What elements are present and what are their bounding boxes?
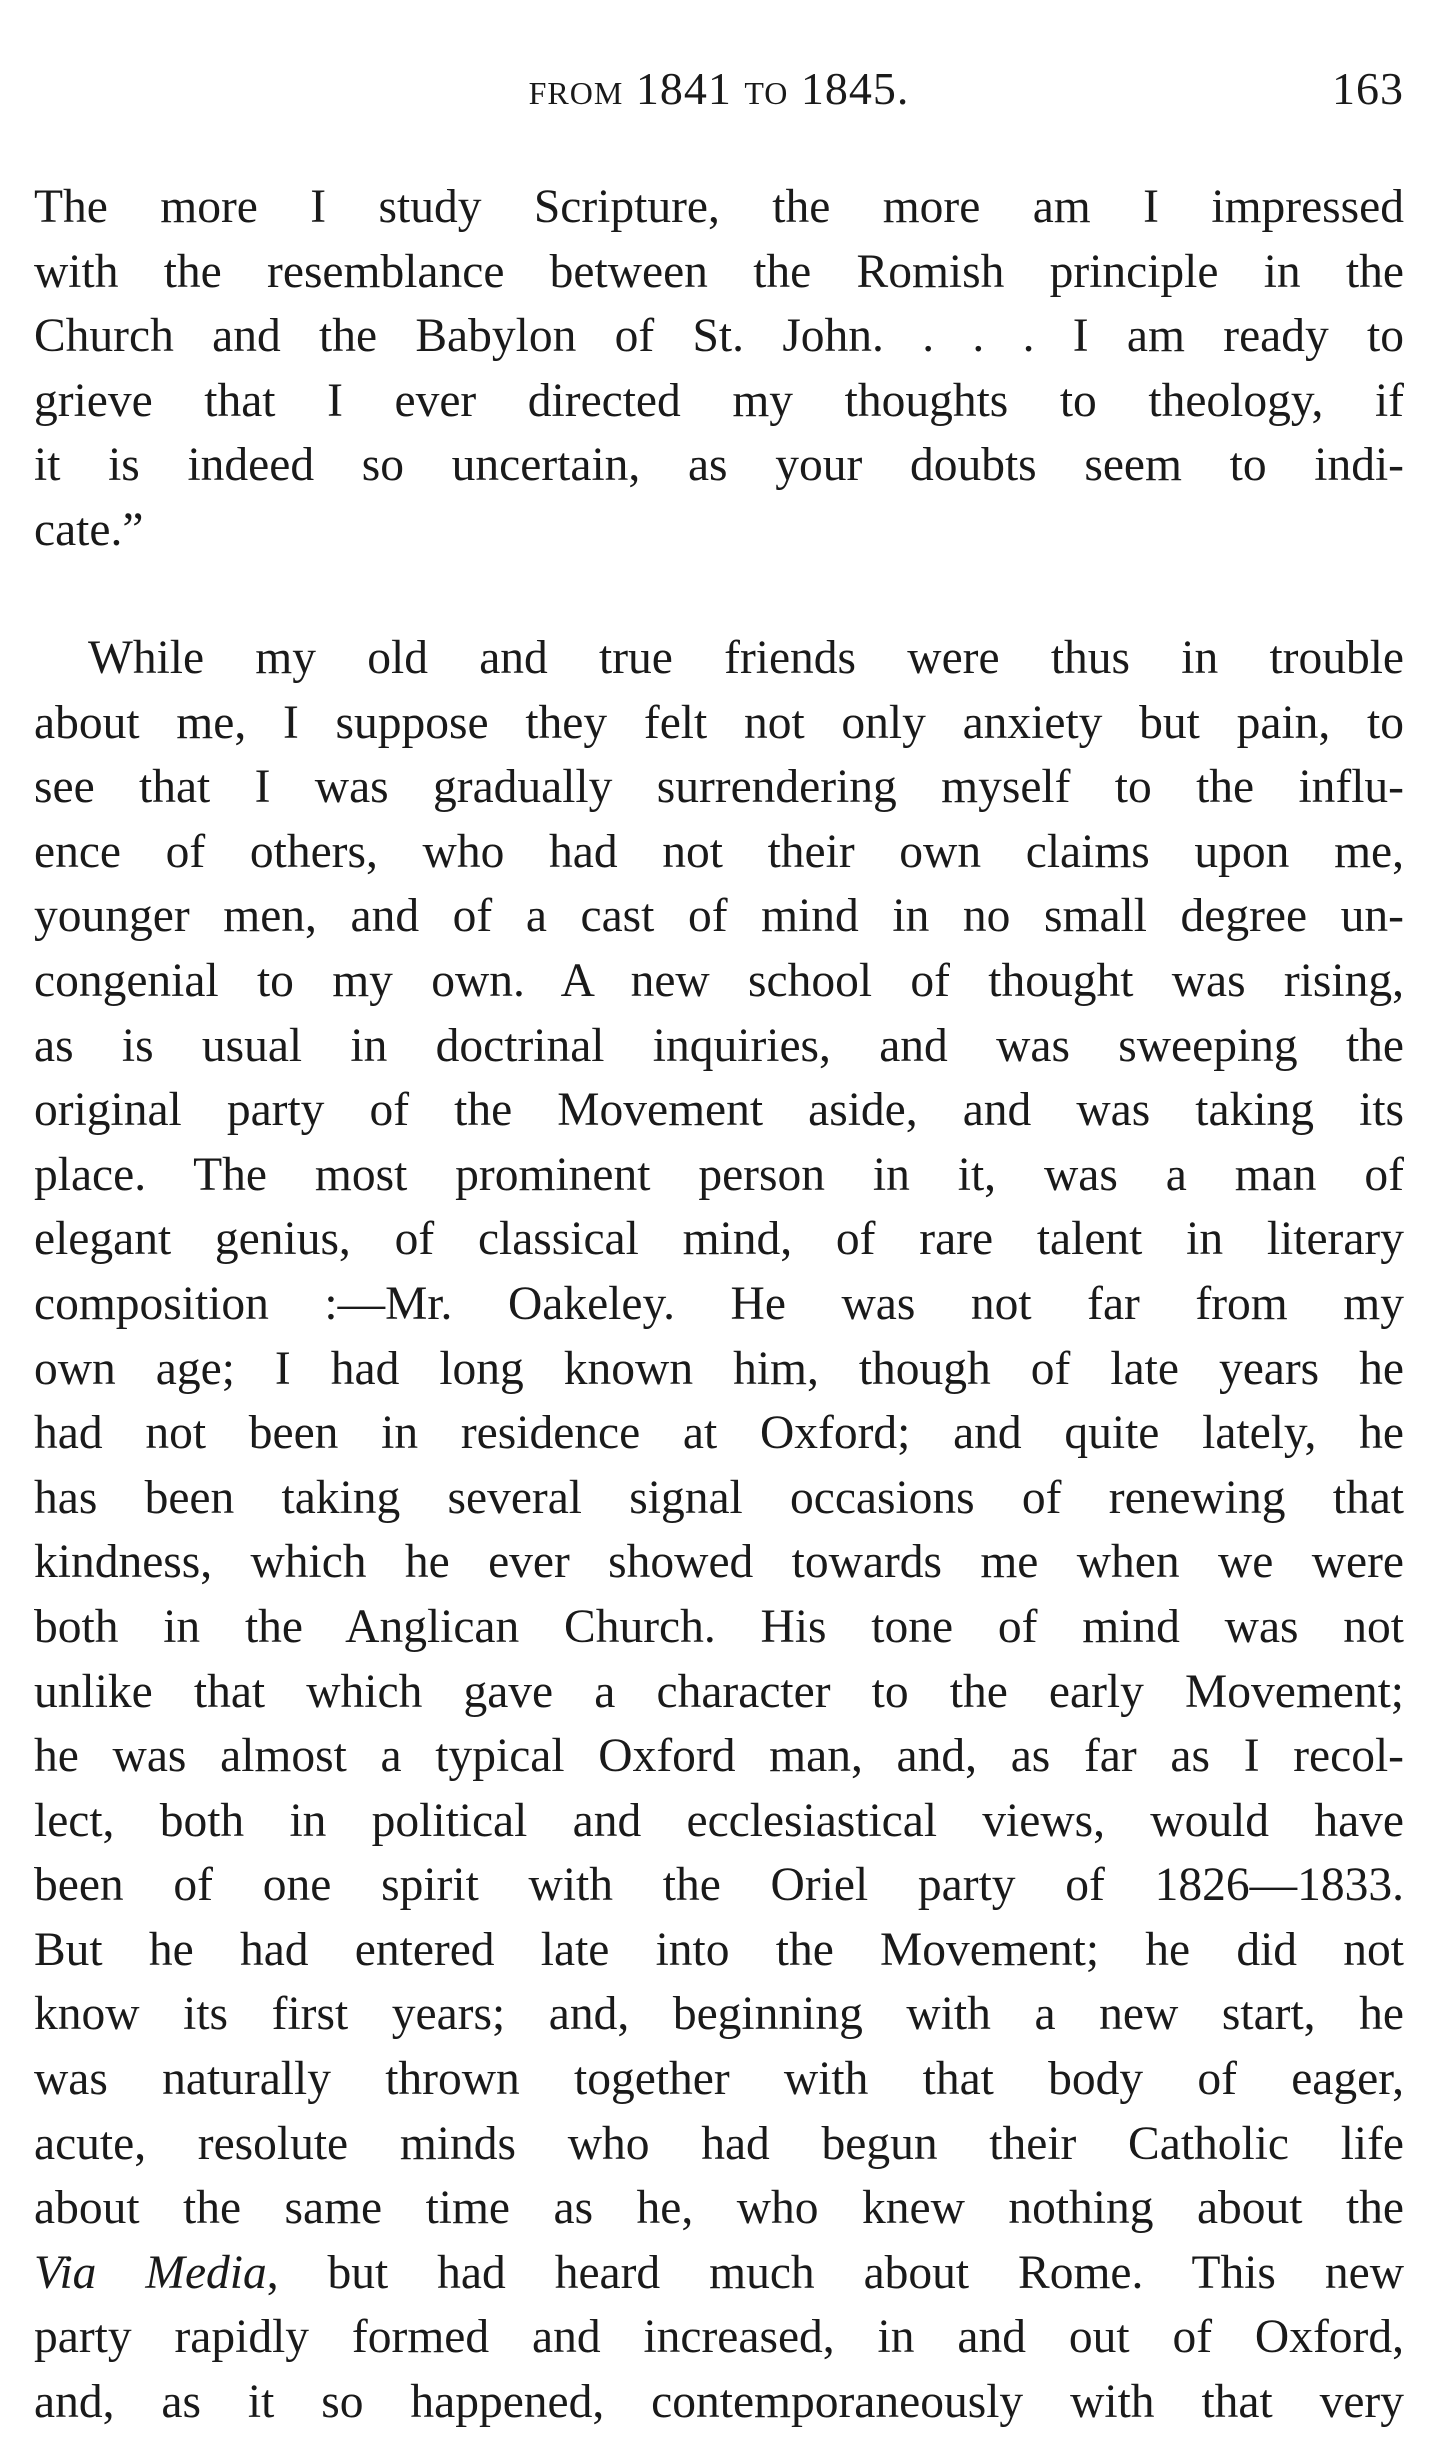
text-line: party rapidly formed and increased, in and out of Oxford, — [34, 2311, 1404, 2364]
text-line: Church and the Babylon of St. John. . . . I am ready to — [34, 310, 1404, 363]
page-number: 163 — [1332, 63, 1404, 114]
text-line: congenial to my own. A new school of thought was rising, — [34, 954, 1404, 1007]
text-line: was naturally thrown together with that body of eager, — [34, 2053, 1404, 2106]
text-line: he was almost a typical Oxford man, and, as far as I recol- — [34, 1730, 1404, 1783]
text-line: about the same time as he, who knew nothing about the — [34, 2182, 1404, 2235]
text-line: elegant genius, of classical mind, of rare talent in literary — [34, 1213, 1404, 1266]
text-line: grieve that I ever directed my thoughts to theology, if — [34, 374, 1404, 427]
text-line: composition :—Mr. Oakeley. He was not far from my — [34, 1277, 1404, 1330]
text-line: with the resemblance between the Romish principle in the — [34, 245, 1404, 298]
text-line: as is usual in doctrinal inquiries, and was sweeping the — [34, 1019, 1404, 1072]
text-line: younger men, and of a cast of mind in no small degree un- — [34, 890, 1404, 943]
quote-paragraph — [34, 175, 1404, 563]
text-line: original party of the Movement aside, and was taking its — [34, 1084, 1404, 1137]
text-line: cate.” — [34, 503, 144, 556]
text-line: While my old and true friends were thus in trouble — [88, 632, 1404, 684]
text-line: But he had entered late into the Movement; he did not — [34, 1923, 1404, 1976]
text-line: place. The most prominent person in it, was a man of — [34, 1148, 1404, 1201]
text-line: has been taking several signal occasions of renewing that — [34, 1471, 1404, 1524]
text-line-via-media — [34, 2241, 1404, 2306]
book-page — [34, 0, 1404, 2459]
running-header — [34, 62, 1404, 132]
text-line: and, as it so happened, contemporaneously with that very — [34, 2376, 1404, 2429]
text-line: about me, I suppose they felt not only anxiety but pain, to — [34, 696, 1404, 749]
text-line: ence of others, who had not their own claims upon me, — [34, 825, 1404, 878]
text-line: lect, both in political and ecclesiastical views, would have — [34, 1794, 1404, 1847]
text-line: it is indeed so uncertain, as your doubts seem to indi- — [34, 439, 1404, 492]
text-line: kindness, which he ever showed towards me when we were — [34, 1536, 1404, 1589]
text-line: unlike that which gave a character to the early Movement; — [34, 1665, 1404, 1718]
text-line: had not been in residence at Oxford; and quite lately, he — [34, 1407, 1404, 1460]
text-line: been of one spirit with the Oriel party of 1826—1833. — [34, 1859, 1404, 1912]
italic-via-media: Via Media — [34, 2246, 267, 2299]
body-paragraph — [34, 626, 1404, 2435]
text-fragment: , but had heard much about Rome. This new — [266, 2246, 1404, 2299]
text-line: both in the Anglican Church. His tone of mind was not — [34, 1600, 1404, 1653]
running-title: from 1841 to 1845. — [528, 63, 910, 114]
text-line: see that I was gradually surrendering myself to the influ- — [34, 761, 1404, 814]
text-line: know its first years; and, beginning with a new start, he — [34, 1988, 1404, 2041]
text-line: The more I study Scripture, the more am I impressed — [34, 181, 1404, 233]
text-line: acute, resolute minds who had begun their Catholic life — [34, 2117, 1404, 2170]
text-line: own age; I had long known him, though of late years he — [34, 1342, 1404, 1395]
